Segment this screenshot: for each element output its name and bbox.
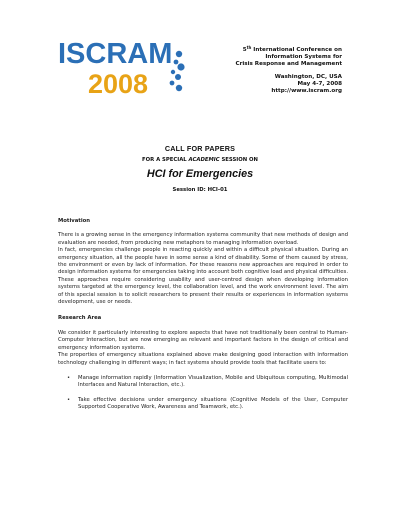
conference-info — [152, 44, 342, 95]
session-title: HCI for Emergencies — [146, 168, 254, 180]
logo-word: ISCRAM — [58, 38, 173, 70]
conference-line-2: Information Systems for — [265, 54, 342, 61]
conference-ordinal-suffix: th — [246, 45, 252, 50]
conference-url[interactable]: http://www.iscram.org — [271, 88, 342, 95]
conference-location: Washington, DC, USA — [274, 73, 342, 80]
conference-dates: May 4-7, 2008 — [297, 80, 342, 87]
conference-name-1: International Conference on — [251, 47, 342, 53]
special-session-suffix: SESSION ON — [219, 157, 258, 163]
motivation-heading: Motivation — [58, 218, 91, 224]
call-for-papers-heading: CALL FOR PAPERS — [164, 144, 236, 153]
research-area-paragraph-2: The properties of emergency situations explained above make designing good interaction with information technology challenging in different ways; in fact systems should provide tools that facilitate users to: — [58, 352, 348, 366]
session-id: Session ID: HCI-01 — [172, 187, 228, 193]
list-item-text: Manage information rapidly (Information Visualization, Mobile and Ubiquitous computing, Multimodal Interfaces and Natural Interaction, etc.). — [78, 374, 348, 389]
list-item — [58, 397, 348, 412]
research-area-list — [58, 375, 348, 412]
motivation-paragraph-2: In fact, emergencies challenge people in reacting quickly and within a difficult physical situation. During an emergency situation, all the people have in some sense a kind of disability. Some of them caused by stress, the environment or even by lack of information. For these reasons new approaches are required in order to design information systems for emergencies taking into account both cognitive load and physical difficulties. These approaches require considering usability and user-centred design when developing information systems targeted at the emergency level, the collaboration level, and the work environment level. The aim of this special session is to solicit researchers to present their results or experiences in information systems development, use or needs. — [58, 247, 348, 306]
logo-year: 2008 — [88, 69, 149, 99]
conference-ordinal: 5 — [242, 47, 247, 53]
special-session-prefix: FOR A SPECIAL — [142, 157, 189, 163]
bullet-icon: • — [67, 374, 71, 381]
list-item — [58, 375, 348, 390]
motivation-paragraph-1: There is a growing sense in the emergency information systems community that new methods of design and evaluation are needed, from producing new metaphors to managing information overload. — [58, 232, 348, 246]
special-session-heading — [0, 157, 400, 163]
research-area-paragraph-1: We consider it particularly interesting to explore aspects that have not traditionally been central to Human-Computer Interaction, but are now emerging as relevant and important factors in the design of critical and emergency information systems. — [58, 329, 348, 351]
research-area-heading: Research Area — [58, 315, 102, 322]
bullet-icon: • — [67, 396, 71, 403]
list-item-text: Take effective decisions under emergency situations (Cognitive Models of the User, Computer Supported Cooperative Work, Awareness and Teamwork, etc.). — [78, 396, 348, 411]
conference-line-1 — [152, 44, 342, 54]
special-session-emphasis: ACADEMIC — [188, 157, 220, 163]
document-body — [58, 218, 348, 419]
conference-line-3: Crisis Response and Management — [235, 61, 342, 68]
